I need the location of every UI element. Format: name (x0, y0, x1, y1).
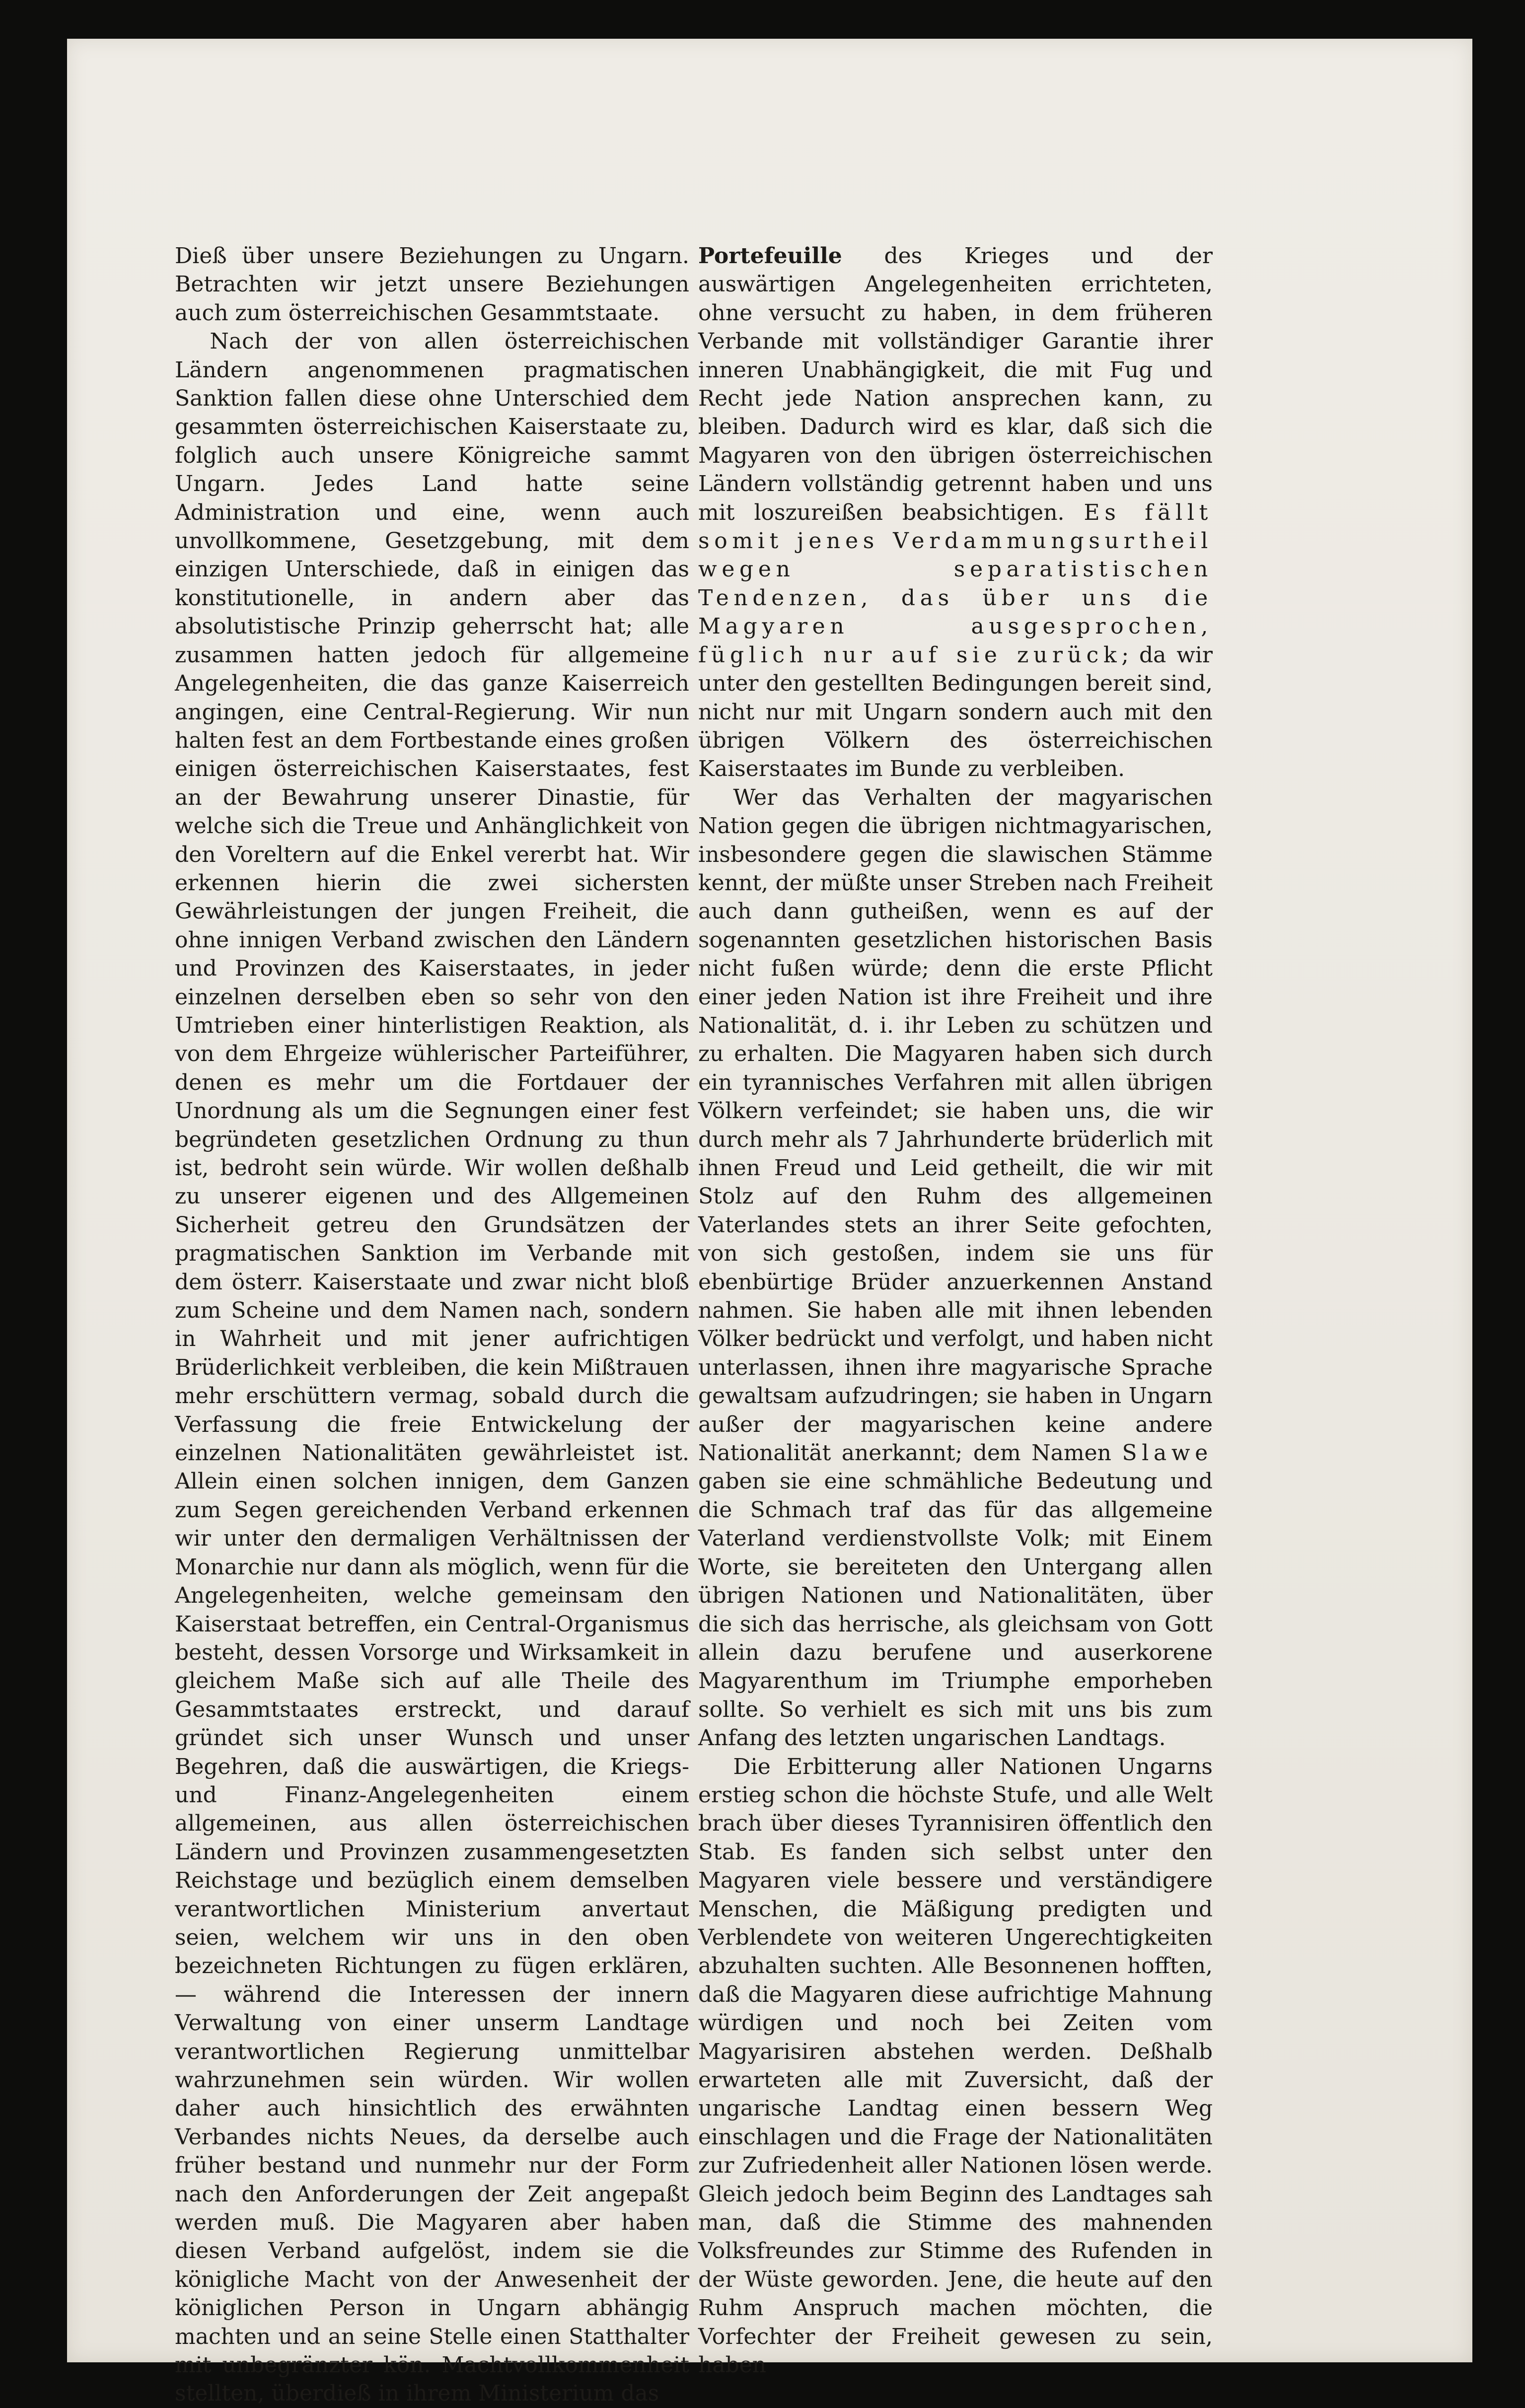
left-paragraph-2: Nach der von allen österreichischen Ländern angenommenen pragmatischen Sanktion fallen diese ohne Unterschied dem gesammten österreichischen Kaiserstaate zu, folglich auch unsere Königreiche sammt Ungarn. Jedes Land hatte seine Administration und eine, wenn auch unvollkommene, Gesetzgebung, mit dem einzigen Unterschiede, daß in einigen das konstitutionelle, in andern aber das absolutistische Prinzip geherrscht hat; alle zusammen hatten jedoch für allgemeine Angelegenheiten, die das ganze Kaiserreich angingen, eine Central-Regierung. Wir nun halten fest an dem Fortbestande eines großen einigen österreichischen Kaiserstaates, fest an der Bewahrung unserer Dinastie, für welche sich die Treue und Anhänglichkeit von den Voreltern auf die Enkel vererbt hat. Wir erkennen hierin die zwei sichersten Gewährleistungen der jungen Freiheit, die ohne innigen Verband zwischen den Ländern und Provinzen des Kaiserstaates, in jeder einzelnen derselben eben so sehr von den Umtrieben einer hinterlistigen Reaktion, als von dem Ehrgeize wühlerischer Parteiführer, denen es mehr um die Fortdauer der Unordnung als um die Segnungen einer fest begründeten gesetzlichen Ordnung zu thun ist, bedroht sein würde. Wir wollen deßhalb zu unserer eigenen und des Allgemeinen Sicherheit getreu den Grundsätzen der pragmatischen Sanktion im Verbande mit dem österr. Kaiserstaate und zwar nicht bloß zum Scheine und dem Namen nach, sondern in Wahrheit und mit jener aufrichtigen Brüderlichkeit verbleiben, die kein Mißtrauen mehr erschüttern vermag, sobald durch die Verfassung die freie Entwickelung der einzelnen Nationalitäten gewährleistet ist. Allein einen solchen innigen, dem Ganzen zum Segen gereichenden Verband erkennen wir unter den dermaligen Verhältnissen der Monarchie nur dann als möglich, wenn für die Angelegenheiten, welche gemeinsam den Kaiserstaat betreffen, ein Central-Organismus besteht, dessen Vorsorge und Wirksamkeit in gleichem Maße sich auf alle Theile des Gesammtstaates erstreckt, und darauf gründet sich unser Wunsch und unser Begehren, daß die auswärtigen, die Kriegs- und Finanz-Angelegenheiten einem allgemeinen, aus allen österreichischen Ländern und Provinzen zusammengesetzten Reichstage und bezüglich einem demselben verantwortlichen Ministerium anvertaut seien, welchem wir uns in den oben bezeichneten Richtungen zu fügen erklären, — während die Interessen der innern Verwaltung von einer unserm Landtage verantwortlichen Regierung unmittelbar wahrzunehmen sein würden. Wir wollen daher auch hinsichtlich des erwähnten Verbandes nichts Neues, da derselbe auch früher bestand und nunmehr nur der Form nach den Anforderungen der Zeit angepaßt werden muß. Die Magyaren aber haben diesen Verband aufgelöst, indem sie die königliche Macht von der Anwesenheit der königlichen Person in Ungarn abhängig machten und an seine Stelle einen Statthalter mit unbegränzter kön. Machtvollkommenheit stellten, überdieß in ihrem Ministerium das (175, 329, 689, 2407)
right-paragraph-1-emphasis: Es fällt somit jenes Verdammungsurtheil wegen separatistischen Tendenzen, das über uns die Magyaren ausgesprochen, füglich nur auf sie zurück (698, 499, 1213, 668)
right-paragraph-2 (698, 783, 1213, 1753)
right-paragraph-1-text-a: des Krieges und der auswärtigen Angelegenheiten errichteten, ohne versucht zu haben, in dem früheren Verbande mit vollständiger Garantie ihrer inneren Unabhängigkeit, die mit Fug und Recht jede Nation ansprechen kann, zu bleiben. Dadurch wird es klar, daß sich die Magyaren von den übrigen österreichischen Ländern vollständig getrennt haben und uns mit loszureißen beabsichtigen. (698, 243, 1213, 525)
portefeuille-word: Portefeuille (698, 243, 842, 269)
right-paragraph-2-text-b: gaben sie eine schmähliche Bedeutung und die Schmach traf das für das allgemeine Vaterland verdienstvollste Volk; mit Einem Worte, sie bereiteten den Untergang allen übrigen Nationen und Nationalitäten, über die sich das herrische, als gleichsam von Gott allein dazu berufene und auserkorene Magyarenthum im Triumphe emporheben sollte. So verhielt es sich mit uns bis zum Anfang des letzten ungarischen Landtags. (698, 1469, 1213, 1751)
right-column (698, 242, 1213, 2379)
right-paragraph-3: Die Erbitterung aller Nationen Ungarns erstieg schon die höchste Stufe, und alle Welt brach über dieses Tyrannisiren öffentlich den Stab. Es fanden sich selbst unter den Magyaren viele bessere und verständigere Menschen, die Mäßigung predigten und Verblendete von weiteren Ungerechtigkeiten abzuhalten suchten. Alle Besonnenen hofften, daß die Magyaren diese aufrichtige Mahnung würdigen und noch bei Zeiten vom Magyarisiren abstehen werden. Deßhalb erwarteten alle mit Zuversicht, daß der ungarische Landtag einen bessern Weg einschlagen und die Frage der Nationalitäten zur Zufriedenheit aller Nationen lösen werde. Gleich jedoch beim Beginn des Landtages sah man, daß die Stimme des mahnenden Volksfreundes zur Stimme des Rufenden in der Wüste geworden. Jene, die heute auf den Ruhm Anspruch machen möchten, die Vorfechter der Freiheit gewesen zu sein, haben (698, 1754, 1213, 2378)
right-paragraph-1 (698, 242, 1213, 783)
left-column (175, 242, 689, 2408)
left-paragraph-1: Dieß über unsere Beziehungen zu Ungarn. Betrachten wir jetzt unsere Beziehungen auch zum österreichischen Gesammtstaate. (175, 243, 689, 326)
slawe-word: Slawe (1122, 1440, 1213, 1466)
right-paragraph-1-text-b: ; da wir unter den gestellten Bedingungen bereit sind, nicht nur mit Ungarn sondern auch mit den übrigen Völkern des österreichischen Kaiserstaates im Bunde zu verbleiben. (698, 642, 1213, 782)
right-paragraph-2-text-a: Wer das Verhalten der magyarischen Nation gegen die übrigen nichtmagyarischen, insbesondere gegen die slawischen Stämme kennt, der müßte unser Streben nach Freiheit auch dann gutheißen, wenn es auf der sogenannten gesetzlichen historischen Basis nicht fußen würde; denn die erste Pflicht einer jeden Nation ist ihre Freiheit und ihre Nationalität, d. i. ihr Leben zu schützen und zu erhalten. Die Magyaren haben sich durch ein tyrannisches Verfahren mit allen übrigen Völkern verfeindet; sie haben uns, die wir durch mehr als 7 Jahrhunderte brüderlich mit ihnen Freud und Leid getheilt, die wir mit Stolz auf den Ruhm des allgemeinen Vaterlandes stets an ihrer Seite gefochten, von sich gestoßen, indem sie uns für ebenbürtige Brüder anzuerkennen Anstand nahmen. Sie haben alle mit ihnen lebenden Völker bedrückt und verfolgt, und haben nicht unterlassen, ihnen ihre magyarische Sprache gewaltsam aufzudringen; sie haben in Ungarn außer der magyarischen keine andere Nationalität anerkannt; dem Namen (698, 784, 1213, 1466)
